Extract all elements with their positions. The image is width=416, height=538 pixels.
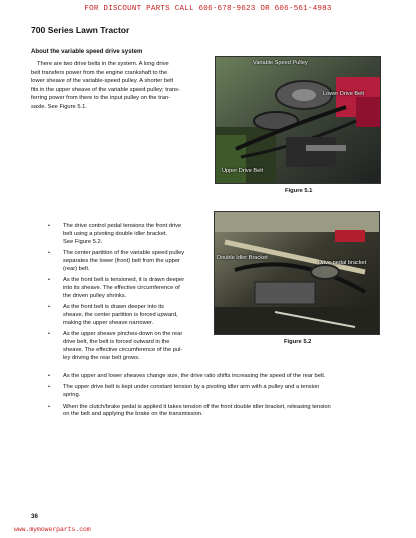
callout-lower-drive-belt: Lower Drive Belt — [323, 91, 365, 97]
intro-line: saxle. See Figure 5.1. — [31, 103, 87, 110]
bullet-line: • The drive control pedal tensions the front drive — [63, 223, 182, 229]
bullet-line: separates the lower (front) belt from the upper — [63, 258, 180, 265]
bullet-line: • As the front belt is tensioned, it is drawn deeper — [63, 277, 185, 284]
bullet-line: belt using a pivoting double idler bracket. — [63, 230, 168, 237]
bullet-line: • When the clutch/brake pedal is applied it takes tension off the front double idler bracket, releasing tension — [63, 403, 331, 410]
intro-line: fits in the upper sheave of the variable speed pulley; trans- — [31, 86, 180, 93]
intro-line: ferring power from there to the input pulley on the tran- — [31, 95, 171, 101]
bullet-line: into its sheave. The effective circumference of — [63, 285, 180, 292]
drive-system-bullets-continued — [48, 373, 388, 423]
bullet-line: making the upper sheave narrower. — [63, 320, 154, 327]
callout-drive-pedal-bracket: Drive pedal bracket — [318, 260, 367, 266]
figure-5-1-caption: Figure 5.1 — [285, 188, 313, 194]
list-item — [48, 404, 388, 420]
bullet-line: • The upper drive belt is kept under constant tension by a pivoting idler arm with a pulley and a tension — [63, 384, 320, 391]
list-item — [48, 304, 210, 328]
bullet-line: ley driving the rear belt grows. — [63, 355, 140, 362]
callout-double-idler-bracket: Double Idler Bracket — [217, 255, 268, 261]
page-title: 700 Series Lawn Tractor — [31, 25, 130, 35]
list-item — [48, 373, 388, 381]
bullet-line: sheave. The effective circumference of the pul- — [63, 347, 183, 354]
drive-system-bullets — [48, 223, 210, 366]
bullet-line: drive belt, the belt is forced outward in the — [63, 339, 170, 346]
bullet-line: spring. — [63, 392, 81, 399]
section-heading: About the variable speed drive system — [31, 48, 143, 55]
intro-line: There are two drive belts in the system. A long drive — [37, 61, 169, 67]
figure-5-2-caption: Figure 5.2 — [284, 339, 312, 345]
bullet-line: • As the upper and lower sheaves change size, the drive ratio shifts increasing the speed of the rear belt. — [63, 373, 326, 379]
bullet-line: the driven pulley shrinks. — [63, 293, 127, 300]
bullet-line: • As the front belt is drawn deeper into its — [63, 304, 164, 311]
page-number: 36 — [31, 513, 38, 520]
footer-website-link[interactable]: www.mymowerparts.com — [14, 526, 91, 533]
figure-5-2-photo — [214, 211, 380, 335]
list-item — [48, 223, 210, 247]
list-item — [48, 277, 210, 301]
callout-upper-drive-belt: Upper Drive Belt — [222, 168, 264, 174]
bullet-line: See Figure 5.2. — [63, 238, 103, 245]
bullet-line: • The center partition of the variable speed pulley — [63, 250, 185, 257]
discount-parts-banner: FOR DISCOUNT PARTS CALL 606-678-9623 OR 606-561-4983 — [84, 5, 332, 13]
bullet-line: (rear) belt. — [63, 265, 90, 272]
bullet-line: • As the upper sheave pinches-down on the rear — [63, 331, 183, 338]
intro-line: belt transfers power from the engine crankshaft to the — [31, 69, 168, 76]
bullet-line: on the belt and applying the brake on the transmission. — [63, 411, 203, 418]
list-item — [48, 384, 388, 400]
figure-5-1-photo — [215, 56, 381, 184]
list-item — [48, 250, 210, 274]
list-item — [48, 331, 210, 363]
bullet-line: sheave, the center partition is forced upward, — [63, 312, 178, 319]
intro-line: lower sheave of the variable-speed pulley. A shorter belt — [31, 78, 174, 84]
callout-variable-speed-pulley: Variable Speed Pulley — [253, 60, 308, 66]
intro-paragraph — [31, 60, 205, 111]
